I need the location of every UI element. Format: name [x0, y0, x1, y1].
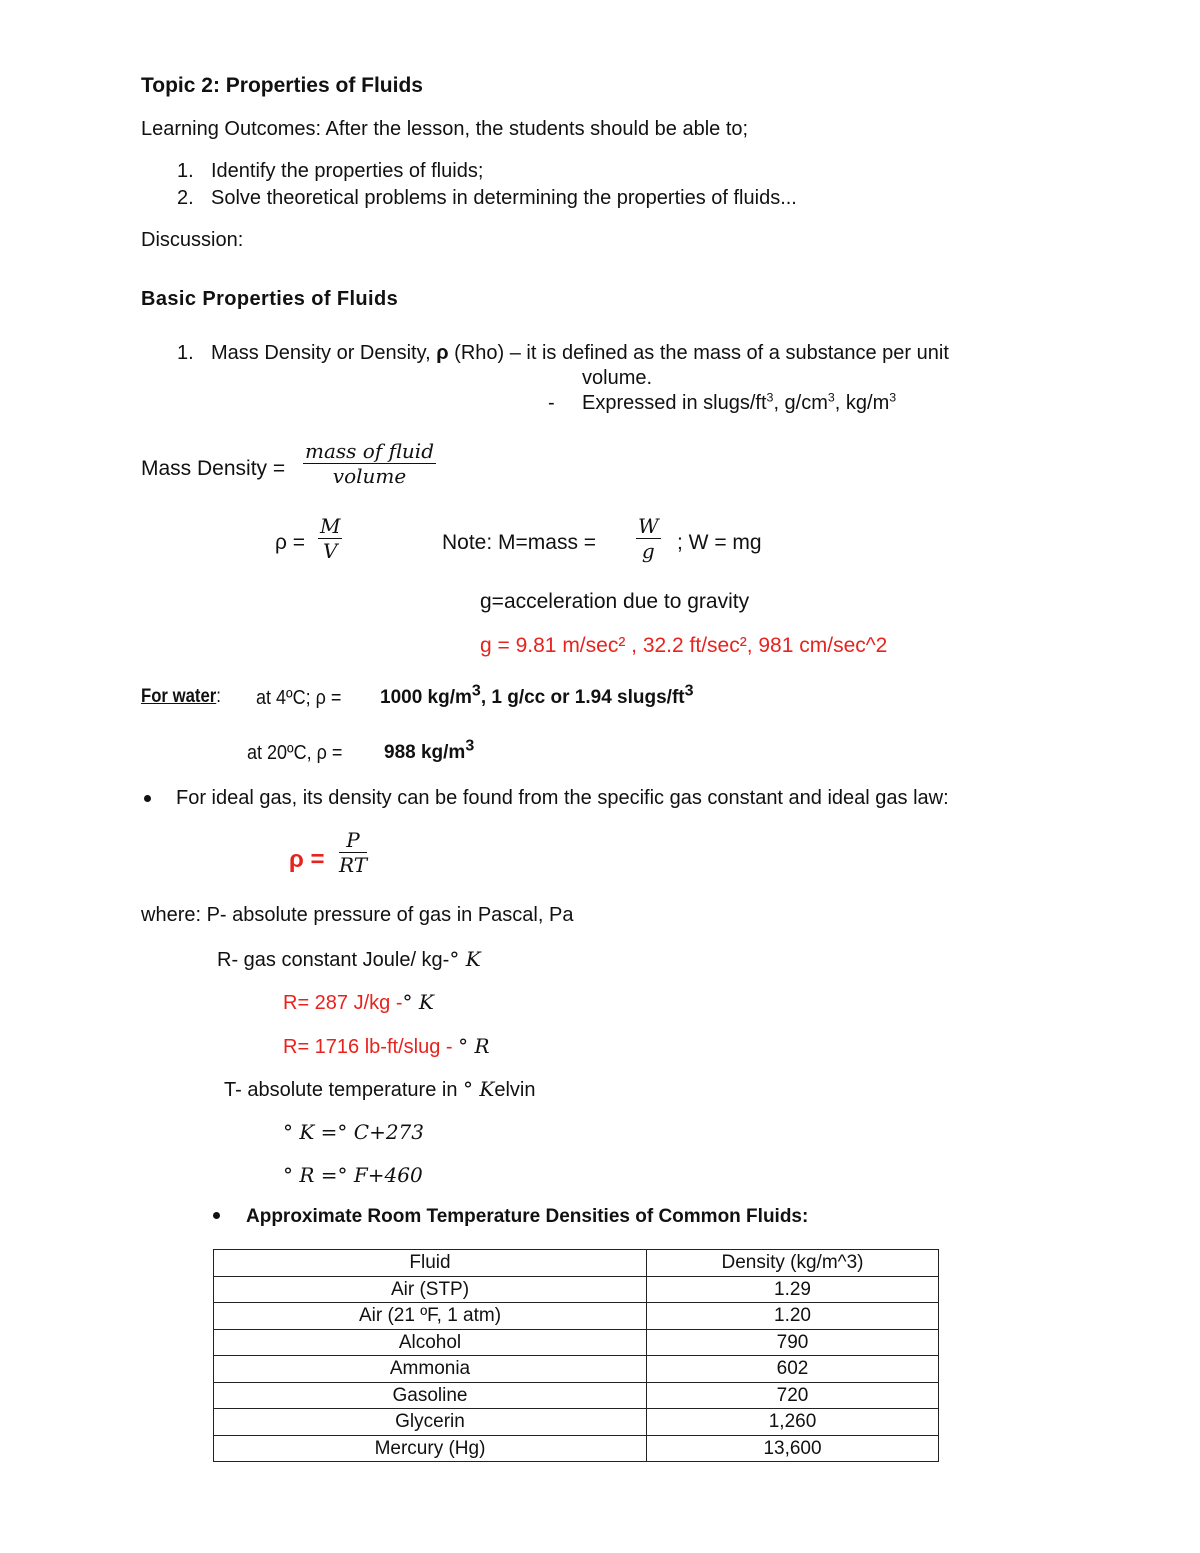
fluid-cell: Alcohol — [214, 1329, 647, 1356]
fraction-numerator: P — [339, 829, 367, 853]
discussion-label: Discussion: — [141, 229, 244, 251]
note-label: Note: M=mass = — [442, 531, 597, 554]
water-condition-4c: at 4ºC; ρ = — [256, 687, 342, 709]
fluid-cell: Air (21 ºF, 1 atm) — [214, 1303, 647, 1330]
density-cell: 1.29 — [647, 1276, 939, 1303]
water-density-4c: 1000 $kg/m^3$, 1 g/cc or 1.94 slugs/$ft^3$ — [380, 682, 694, 708]
where-r: R- gas constant Joule/ kg-° K — [217, 947, 481, 971]
gravity-definition: g=acceleration due to gravity — [480, 590, 750, 613]
rho-label: ρ = — [275, 531, 306, 554]
table-header-row — [214, 1250, 939, 1277]
bullet-icon — [213, 1212, 220, 1219]
note-suffix: ; W = mg — [677, 531, 762, 554]
mass-density-label: Mass Density = — [141, 457, 286, 480]
table-row — [214, 1382, 939, 1409]
r-value-english: R= 1716 lb-ft/slug - ° R — [283, 1034, 490, 1058]
outcome-number: 2. — [177, 187, 194, 209]
table-row — [214, 1276, 939, 1303]
fraction-numerator: M — [320, 514, 341, 538]
mass-density-fraction — [303, 440, 436, 487]
density-item-continuation: volume. — [582, 367, 653, 389]
densities-table — [213, 1249, 939, 1462]
density-item-number: 1. — [177, 342, 194, 364]
rankine-conversion: ° R =° F+460 — [283, 1163, 423, 1187]
density-cell: 13,600 — [647, 1435, 939, 1462]
table-row — [214, 1329, 939, 1356]
gas-formula-label: ρ = — [289, 846, 325, 873]
fluid-cell: Air (STP) — [214, 1276, 647, 1303]
density-units: Expressed in slugs/$ft^3$, $g/cm^3$, $kg/m^3$ — [582, 390, 897, 414]
column-header: Density (kg/m^3) — [647, 1250, 939, 1277]
gravity-values: g = 9.81 m/sec² , 32.2 ft/sec², 981 cm/sec^2 — [480, 634, 888, 657]
density-item-text: Mass Density or Density, ρ (Rho) – it is defined as the mass of a substance per unit — [211, 342, 949, 364]
density-cell: 1,260 — [647, 1409, 939, 1436]
section-heading: Basic Properties of Fluids — [141, 288, 399, 310]
table-row — [214, 1409, 939, 1436]
dash-marker: - — [548, 392, 555, 414]
fluid-cell: Ammonia — [214, 1356, 647, 1383]
fluid-cell: Mercury (Hg) — [214, 1435, 647, 1462]
table-row — [214, 1303, 939, 1330]
fraction-denominator: RT — [339, 853, 368, 877]
bullet-icon — [144, 795, 151, 802]
density-cell: 1.20 — [647, 1303, 939, 1330]
table-heading: Approximate Room Temperature Densities of Common Fluids: — [246, 1206, 809, 1227]
density-cell: 720 — [647, 1382, 939, 1409]
fraction-denominator: g — [641, 539, 655, 563]
r-value-si: R= 287 J/kg -° K — [283, 990, 434, 1014]
water-condition-20c: at 20ºC, ρ = — [247, 742, 343, 764]
column-header: Fluid — [214, 1250, 647, 1277]
note-fraction — [636, 515, 661, 562]
outcome-text: Solve theoretical problems in determining the properties of fluids... — [211, 187, 797, 209]
outcome-text: Identify the properties of fluids; — [211, 160, 484, 182]
fraction-numerator: W — [638, 514, 659, 538]
fluid-cell: Gasoline — [214, 1382, 647, 1409]
water-label: For water: — [141, 686, 221, 707]
gas-fraction — [339, 829, 367, 876]
learning-outcomes-intro: Learning Outcomes: After the lesson, the students should be able to; — [141, 118, 749, 140]
rho-fraction — [318, 515, 342, 562]
where-p: where: P- absolute pressure of gas in Pascal, Pa — [141, 904, 574, 926]
fluid-cell: Glycerin — [214, 1409, 647, 1436]
ideal-gas-text: For ideal gas, its density can be found from the specific gas constant and ideal gas law: — [176, 787, 949, 809]
density-cell: 790 — [647, 1329, 939, 1356]
water-density-20c: 988 $kg/m^3$ — [384, 737, 475, 763]
outcome-number: 1. — [177, 160, 194, 182]
fraction-numerator: mass of fluid — [305, 439, 434, 463]
fraction-denominator: volume — [332, 464, 407, 488]
fraction-denominator: V — [323, 539, 338, 563]
table-row — [214, 1356, 939, 1383]
where-t: T- absolute temperature in ° Kelvin — [224, 1077, 536, 1101]
table-row — [214, 1435, 939, 1462]
density-cell: 602 — [647, 1356, 939, 1383]
kelvin-conversion: ° K =° C+273 — [283, 1120, 425, 1144]
page-title: Topic 2: Properties of Fluids — [141, 74, 423, 97]
